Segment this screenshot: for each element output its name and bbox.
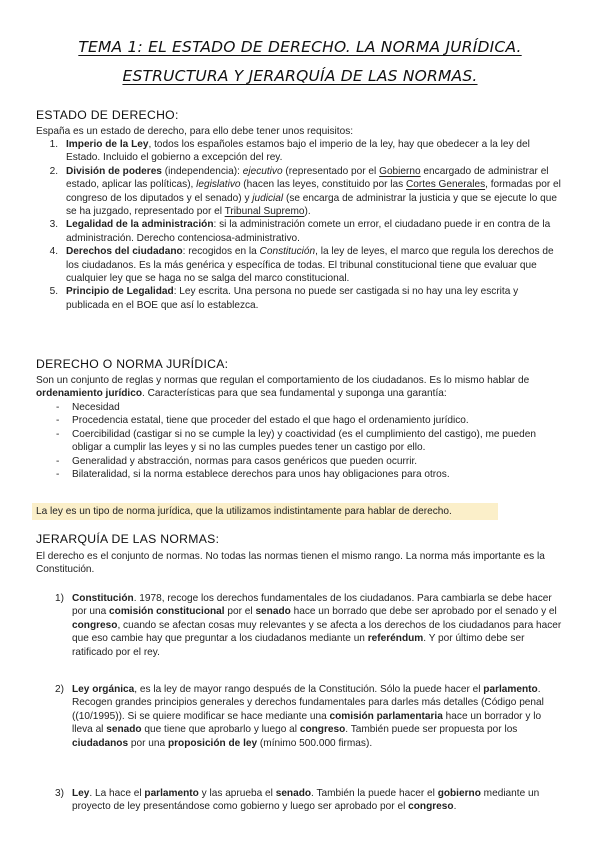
item-term: comisión constitucional — [109, 606, 225, 618]
bullet-text: Bilateralidad, si la norma establece derechos para unos hay obligaciones para otros. — [72, 469, 450, 481]
item-body — [72, 592, 564, 659]
item-term: gobierno — [437, 788, 481, 799]
item-term: Imperio de la Ley — [66, 139, 149, 150]
item-text: , todos los españoles estamos bajo el imperio de la ley, hay que obedecer a la ley del Estado. Incluido el gobierno a excepción del rey. — [66, 139, 530, 164]
intro-term: ordenamiento jurídico — [36, 388, 142, 400]
item-term: congreso — [408, 801, 454, 813]
caracteristicas-list — [36, 401, 564, 481]
item-term: Ley — [72, 788, 90, 799]
item-text: : recogidos en la — [182, 246, 260, 258]
list-number: 3. — [49, 219, 58, 231]
bullet-dash: - — [56, 428, 60, 440]
list-number: 1. — [49, 139, 58, 150]
item-text: ). — [304, 206, 311, 218]
item-text: que tiene que aprobarlo y luego al — [141, 724, 300, 736]
item-text: : Ley escrita. Una persona no puede ser castigada si no hay una ley escrita y publicada en el BOE que así lo establezca. — [66, 286, 519, 311]
list-item — [36, 787, 564, 814]
item-term: referéndum — [367, 633, 424, 645]
item-term: parlamento — [483, 684, 538, 695]
item-text: (hacen las leyes, constituido por las — [240, 179, 407, 191]
intro-text: . Características para que sea fundamental y suponga una garantía: — [142, 388, 447, 400]
bullet-dash: - — [56, 469, 60, 481]
jerarquia-item-3 — [36, 787, 564, 814]
item-term: congreso — [299, 724, 346, 736]
bullet-text: Necesidad — [72, 402, 120, 413]
jerarquia-item-1 — [36, 592, 564, 659]
bullet-text: Generalidad y abstracción, normas para casos genéricos que pueden ocurrir. — [72, 455, 418, 467]
list-item — [36, 468, 564, 481]
item-text: (independencia): — [161, 165, 243, 177]
item-body — [72, 787, 564, 814]
bullet-dash: - — [56, 402, 60, 413]
list-item — [36, 414, 564, 427]
item-text: . También la puede hacer el — [311, 788, 438, 799]
item-text: : si la administración comete un error, el ciudadano puede ir en contra de la administración. Derecho contenciosa-administrativo. — [66, 219, 551, 244]
item-text: . 1978, recoge los derechos fundamentales de los ciudadanos. Para cambiarla se debe hacer por una — [72, 593, 552, 618]
document-title-line-1: TEMA 1: EL ESTADO DE DERECHO. LA NORMA JURÍDICA. — [78, 38, 522, 56]
item-body — [72, 683, 564, 750]
item-term: comisión parlamentaria — [329, 710, 443, 722]
item-underlined: Cortes Generales — [406, 179, 486, 191]
item-term: congreso — [72, 619, 118, 631]
list-item — [36, 401, 564, 414]
item-underlined: Gobierno — [379, 165, 421, 177]
item-text: hace un borrador y lo lleva al — [72, 710, 542, 736]
item-term: Constitución — [72, 593, 134, 604]
item-text: . Recogen grandes principios generales y derechos fundamentales para darles más detalles (Código penal ((10/1995)). Si se quiere modificar se hace mediante una — [72, 684, 544, 722]
item-text: , cuando se afectan cosas muy relevantes y se afecta a los derechos de los ciudadanos para hacer que eso cambie hay que preguntar a los ciudadanos mediante un — [72, 619, 562, 645]
item-term: proposición de ley — [167, 737, 258, 749]
item-text: por el — [224, 606, 256, 618]
list-item — [36, 245, 564, 285]
document-title-line-2: ESTRUCTURA Y JERARQUÍA DE LAS NORMAS. — [122, 67, 478, 85]
list-number: 5. — [49, 286, 58, 298]
item-text: , es la ley de mayor rango después de la Constitución. Sólo la puede hacer el — [134, 684, 484, 695]
item-text: hace un borrado que debe ser aprobado por el senado y el — [290, 606, 557, 618]
item-term: ciudadanos — [72, 737, 129, 749]
item-italic: ejecutivo — [242, 165, 283, 177]
list-item — [36, 285, 564, 312]
section-intro-norma — [36, 374, 564, 401]
item-text: . — [453, 801, 457, 813]
item-term: senado — [255, 606, 291, 618]
list-number: 2. — [49, 165, 58, 177]
item-text: , la ley de leyes, el marco que regula los derechos de los ciudadanos. Es la más genérica y específica de todas. El tribunal constitucional tiene que evaluar que cualquier ley que se haga no se salga del marco constitucional. — [66, 246, 554, 285]
section-intro-jerarquia: El derecho es el conjunto de normas. No todas las normas tienen el mismo rango. La norma más importante es la Constitución. — [36, 551, 545, 576]
item-term: Ley orgánica — [72, 684, 135, 695]
item-underlined: Tribunal Supremo — [224, 206, 305, 218]
item-text: (se encarga de administrar la justicia y que se ejecute lo que se ha juzgado, representado por el — [66, 192, 557, 218]
item-text: por una — [128, 737, 168, 749]
section-heading-norma: DERECHO O NORMA JURÍDICA: — [36, 357, 229, 371]
list-item — [36, 165, 564, 219]
item-text: . También puede ser propuesta por los — [345, 724, 518, 736]
section-intro-estado: España es un estado de derecho, para ello debe tener unos requisitos: — [36, 126, 354, 137]
item-italic: Constitución — [259, 246, 316, 258]
item-text: mediante un proyecto de ley presentándose como gobierno y luego ser aprobado por el — [72, 788, 540, 813]
item-text: (representado por el — [282, 165, 380, 177]
bullet-dash: - — [56, 415, 60, 427]
item-term: senado — [275, 788, 312, 799]
item-text: encargado de administrar el estado, aplicar las políticas), — [66, 165, 549, 191]
intro-text: Son un conjunto de reglas y normas que regulan el comportamiento de los ciudadanos. Es lo mismo hablar de — [36, 375, 530, 386]
highlighted-note: La ley es un tipo de norma jurídica, que la utilizamos indistintamente para hablar de derecho. — [36, 506, 452, 517]
item-text: y las aprueba el — [198, 788, 276, 799]
section-heading-jerarquia: JERARQUÍA DE LAS NORMAS: — [36, 532, 220, 546]
item-term: Principio de Legalidad — [66, 286, 174, 298]
item-italic: judicial — [252, 192, 284, 204]
list-number: 4. — [49, 246, 58, 258]
list-item — [36, 428, 564, 455]
item-italic: legislativo — [196, 179, 241, 191]
item-term: Derechos del ciudadano — [66, 246, 183, 258]
item-term: parlamento — [144, 788, 199, 799]
list-item — [36, 455, 564, 468]
list-number: 2) — [55, 684, 64, 695]
list-item — [36, 218, 564, 245]
bullet-dash: - — [56, 455, 60, 467]
item-text: . La hace el — [89, 788, 145, 799]
bullet-text: Procedencia estatal, tiene que proceder del estado el que hago el ordenamiento jurídico. — [72, 415, 469, 427]
list-item — [36, 592, 564, 659]
list-item — [36, 683, 564, 750]
item-text: (mínimo 500.000 firmas). — [257, 737, 373, 749]
list-number: 1) — [55, 593, 64, 604]
jerarquia-item-2 — [36, 683, 564, 750]
item-term: senado — [106, 724, 142, 736]
section-heading-estado: ESTADO DE DERECHO: — [36, 108, 179, 122]
requisitos-list — [36, 138, 564, 312]
item-term: División de poderes — [66, 165, 162, 177]
item-text: . Y por último debe ser ratificado por el rey. — [72, 633, 525, 658]
list-number: 3) — [55, 788, 64, 799]
bullet-text: Coercibilidad (castigar si no se cumple la ley) y coactividad (es el cumplimiento del castigo), me pueden obligar a cumplir las leyes y si no las cumples puedes tener un castigo por ello. — [72, 428, 536, 454]
item-term: Legalidad de la administración — [66, 219, 214, 231]
item-text: , formadas por el congreso de los diputados y el senado) y — [66, 179, 561, 204]
list-item — [36, 138, 564, 165]
